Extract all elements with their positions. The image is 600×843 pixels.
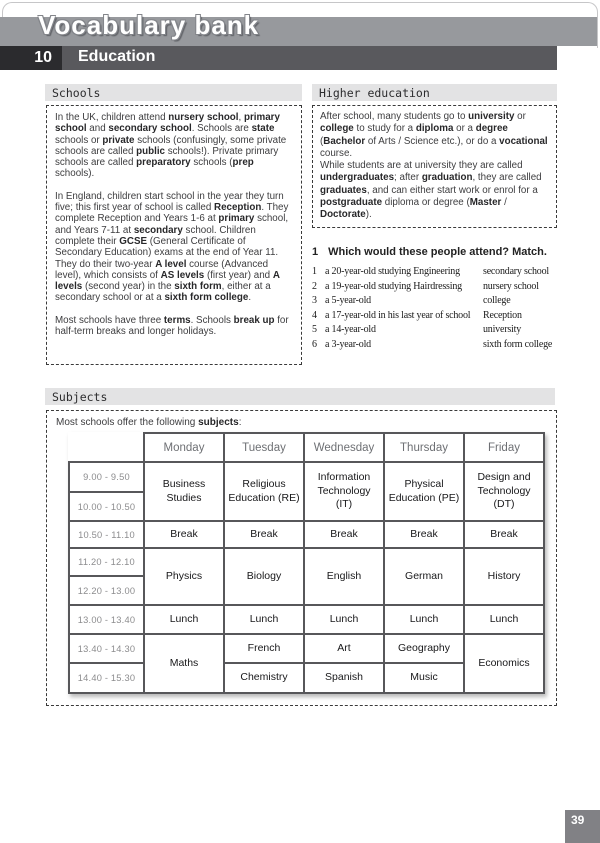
- schools-text-box: [46, 105, 302, 365]
- time-slot: 14.40 - 15.30: [69, 663, 144, 693]
- subject-cell: Economics: [464, 634, 544, 693]
- page-number: 39: [565, 810, 600, 843]
- subject-cell: Physical Education (PE): [384, 462, 464, 521]
- subject-cell: Lunch: [304, 605, 384, 634]
- unit-header-bar: [0, 46, 557, 70]
- item-text: a 19-year-old studying Hairdressing: [325, 280, 462, 292]
- match-option: secondary school: [483, 266, 549, 277]
- day-header-thursday: Thursday: [384, 433, 464, 462]
- subject-cell: Religious Education (RE): [224, 462, 304, 521]
- subject-cell: Lunch: [144, 605, 224, 634]
- day-header-monday: Monday: [144, 433, 224, 462]
- subject-cell: Break: [384, 521, 464, 548]
- time-slot: 9.00 - 9.50: [69, 462, 144, 492]
- subjects-intro: Most schools offer the following subjects:: [56, 417, 242, 428]
- school-timetable: [68, 432, 545, 694]
- day-header-tuesday: Tuesday: [224, 433, 304, 462]
- subject-cell: Design and Technology (DT): [464, 462, 544, 521]
- time-slot: 12.20 - 13.00: [69, 576, 144, 605]
- subject-cell: Break: [224, 521, 304, 548]
- exercise-match-list: [312, 266, 564, 350]
- item-text: a 5-year-old: [325, 295, 371, 307]
- higher-education-section-header: Higher education: [312, 84, 557, 101]
- time-slot: 13.00 - 13.40: [69, 605, 144, 634]
- subject-cell: Lunch: [224, 605, 304, 634]
- unit-title: Education: [78, 48, 156, 65]
- item-text: a 3-year-old: [325, 338, 371, 350]
- item-text: a 20-year-old studying Engineering: [325, 266, 460, 277]
- subjects-section-header: Subjects: [45, 388, 555, 405]
- vocabulary-bank-banner: [0, 10, 597, 46]
- subject-cell: Art: [304, 634, 384, 663]
- higher-education-paragraph-1: After school, many students go to university or college to study for a diploma or a degree (Bachelor of Arts / Science etc.), or do a vocational course.: [320, 111, 548, 159]
- match-option: college: [483, 295, 511, 307]
- subject-cell: French: [224, 634, 304, 663]
- higher-education-text-box: [312, 105, 557, 228]
- subject-cell: Break: [144, 521, 224, 548]
- subject-cell: Break: [304, 521, 384, 548]
- item-number: 2: [312, 280, 317, 292]
- time-slot: 13.40 - 14.30: [69, 634, 144, 663]
- match-option: Reception: [483, 309, 522, 321]
- schools-paragraph-2: In England, children start school in the year they turn five; this first year of school is called Reception. They complete Reception and Years 1-6 at primary school, and Years 7-11 at secondary school. Children complete their GCSE (General Certificate of Secondary Education) exams at the end of Year 11. They do their two-year A level course (Advanced level), which consists of AS levels (first year) and A levels (second year) in the sixth form, either at a secondary school or at a sixth form college.: [55, 190, 289, 304]
- subject-cell: Music: [384, 663, 464, 693]
- timetable-corner-cell: [69, 433, 144, 462]
- schools-paragraph-1: In the UK, children attend nursery school, primary school and secondary school. Schools are state schools or private schools (confusingly, some private schools are called public schools!). Private primary schools are called preparatory schools (prep schools).: [55, 112, 287, 180]
- subject-cell: Biology: [224, 548, 304, 605]
- exercise-heading: [312, 246, 564, 258]
- time-slot: 11.20 - 12.10: [69, 548, 144, 576]
- item-text: a 14-year-old: [325, 324, 376, 336]
- item-number: 5: [312, 324, 317, 336]
- higher-education-paragraph-2: While students are at university they are called undergraduates; after graduation, they are called graduates, and can either start work or enrol for a postgraduate diploma or degree (Master / Doctorate).: [320, 160, 542, 221]
- subject-cell: Maths: [144, 634, 224, 693]
- item-number: 1: [312, 266, 317, 277]
- subject-cell: Physics: [144, 548, 224, 605]
- item-number: 6: [312, 338, 317, 350]
- subject-cell: History: [464, 548, 544, 605]
- match-option: university: [483, 324, 521, 336]
- item-text: a 17-year-old in his last year of school: [325, 309, 471, 321]
- match-option: nursery school: [483, 280, 539, 292]
- banner-title: Vocabulary bank: [38, 10, 260, 40]
- exercise-number: 1: [312, 246, 319, 258]
- day-header-friday: Friday: [464, 433, 544, 462]
- subject-cell: English: [304, 548, 384, 605]
- subject-cell: Geography: [384, 634, 464, 663]
- subject-cell: Lunch: [384, 605, 464, 634]
- unit-number: 10: [0, 46, 62, 70]
- day-header-wednesday: Wednesday: [304, 433, 384, 462]
- time-slot: 10.50 - 11.10: [69, 521, 144, 548]
- schools-section-header: Schools: [45, 84, 302, 101]
- match-option: sixth form college: [483, 338, 553, 350]
- subject-cell: Chemistry: [224, 663, 304, 693]
- schools-paragraph-3: Most schools have three terms. Schools break up for half-term breaks and longer holidays.: [55, 314, 289, 338]
- item-number: 3: [312, 295, 317, 307]
- item-number: 4: [312, 309, 317, 321]
- subject-cell: Break: [464, 521, 544, 548]
- subject-cell: Spanish: [304, 663, 384, 693]
- exercise-prompt: Which would these people attend? Match.: [328, 246, 547, 258]
- time-slot: 10.00 - 10.50: [69, 492, 144, 521]
- subject-cell: Information Technology (IT): [304, 462, 384, 521]
- subject-cell: Business Studies: [144, 462, 224, 521]
- matching-exercise: [312, 246, 564, 350]
- subject-cell: Lunch: [464, 605, 544, 634]
- subject-cell: German: [384, 548, 464, 605]
